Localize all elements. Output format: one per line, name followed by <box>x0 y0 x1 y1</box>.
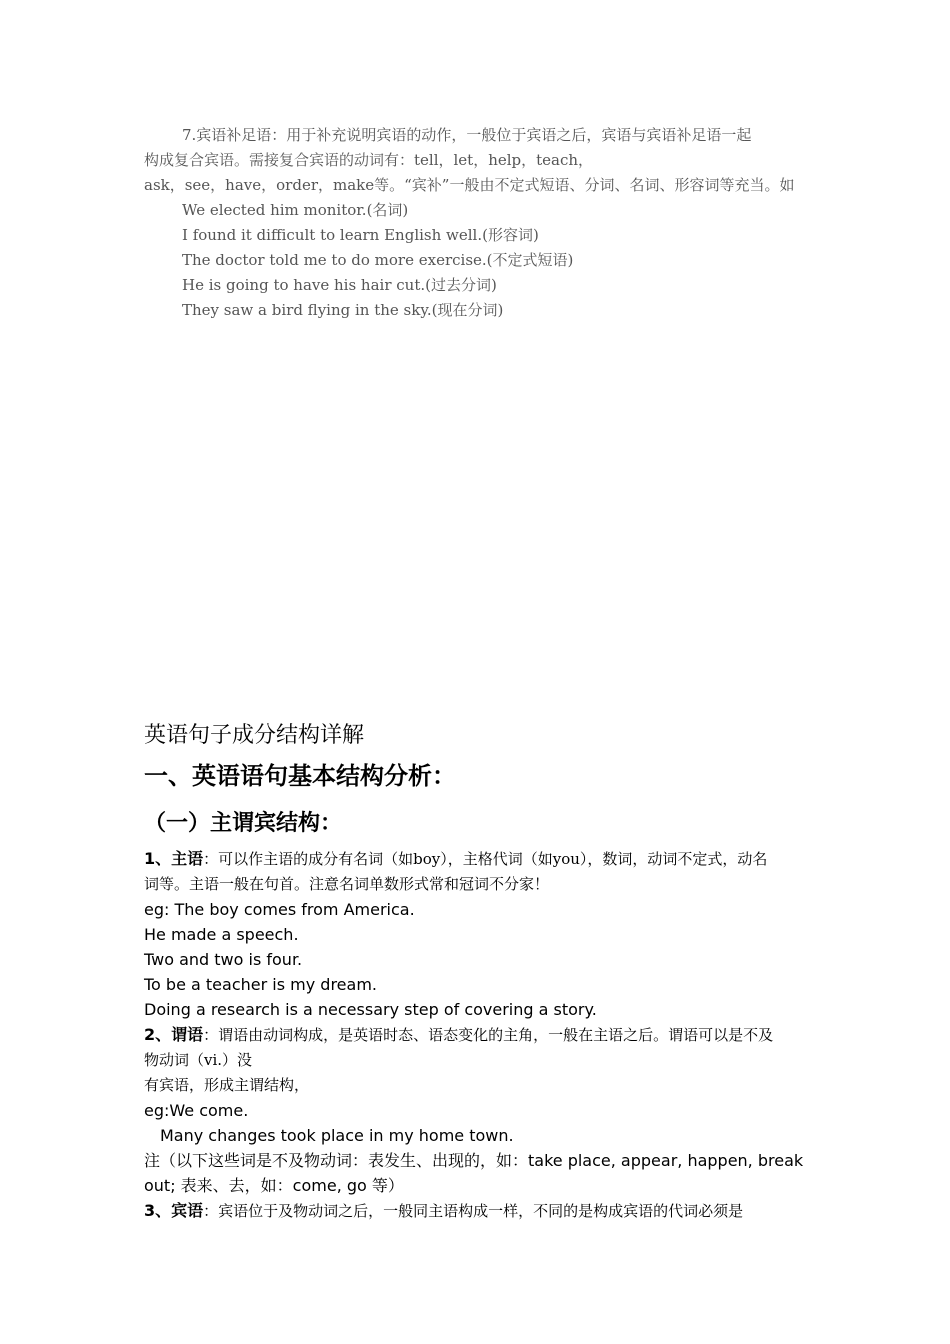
paragraph-line: 物动词（vi.）没 <box>144 1051 253 1069</box>
paragraph-line: 构成复合宾语。需接复合宾语的动词有：tell，let，help，teach， <box>144 151 594 169</box>
example-line: Many changes took place in my home town. <box>160 1126 514 1145</box>
note-line: 注（以下这些词是不及物动词：表发生、出现的，如：take place, appear, happen, break <box>144 1151 804 1170</box>
object-text: ：宾语位于及物动词之后，一般同主语构成一样，不同的是构成宾语的代词必须是 <box>203 1202 744 1220</box>
subject-text: ：可以作主语的成分有名词（如boy），主格代词（如you），数词，动词不定式，动名 <box>203 850 768 868</box>
example-line: He made a speech. <box>144 925 299 944</box>
example-line: We elected him monitor.(名词) <box>182 201 409 219</box>
paragraph-line: 7.宾语补足语：用于补充说明宾语的动作，一般位于宾语之后，宾语与宾语补足语一起 <box>182 126 752 144</box>
section-heading: 一、英语语句基本结构分析： <box>144 762 456 790</box>
object-complement-section <box>144 123 824 323</box>
paragraph-line: 有宾语，形成主谓结构， <box>144 1076 310 1094</box>
example-line: eg:We come. <box>144 1101 249 1120</box>
example-line: Two and two is four. <box>144 950 303 969</box>
object-label: 3、宾语 <box>144 1201 204 1220</box>
example-line: I found it difficult to learn English well.(形容词) <box>182 226 539 244</box>
example-line: He is going to have his hair cut.(过去分词) <box>182 276 497 294</box>
body-text <box>144 846 814 1224</box>
subject-label: 1、主语 <box>144 849 204 868</box>
note-line: out; 表来、去，如：come, go 等） <box>144 1176 404 1195</box>
predicate-text: ：谓语由动词构成，是英语时态、语态变化的主角，一般在主语之后。谓语可以是不及 <box>203 1026 774 1044</box>
example-line: Doing a research is a necessary step of covering a story. <box>144 1000 597 1019</box>
paragraph-line: 词等。主语一般在句首。注意名词单数形式常和冠词不分家！ <box>144 875 550 893</box>
example-line: The doctor told me to do more exercise.(不定式短语) <box>182 251 574 269</box>
document-title: 英语句子成分结构详解 <box>144 723 365 748</box>
example-line: They saw a bird flying in the sky.(现在分词) <box>182 301 504 319</box>
paragraph-line: ask，see，have，order，make等。“宾补”一般由不定式短语、分词、名词、形容词等充当。如 <box>144 176 795 194</box>
predicate-label: 2、谓语 <box>144 1025 204 1044</box>
subsection-heading: （一）主谓宾结构： <box>144 811 343 836</box>
object-paragraph <box>144 1198 814 1224</box>
example-line: eg: The boy comes from America. <box>144 900 415 919</box>
predicate-paragraph <box>144 1022 814 1048</box>
example-line: To be a teacher is my dream. <box>144 975 377 994</box>
subject-paragraph <box>144 846 814 872</box>
